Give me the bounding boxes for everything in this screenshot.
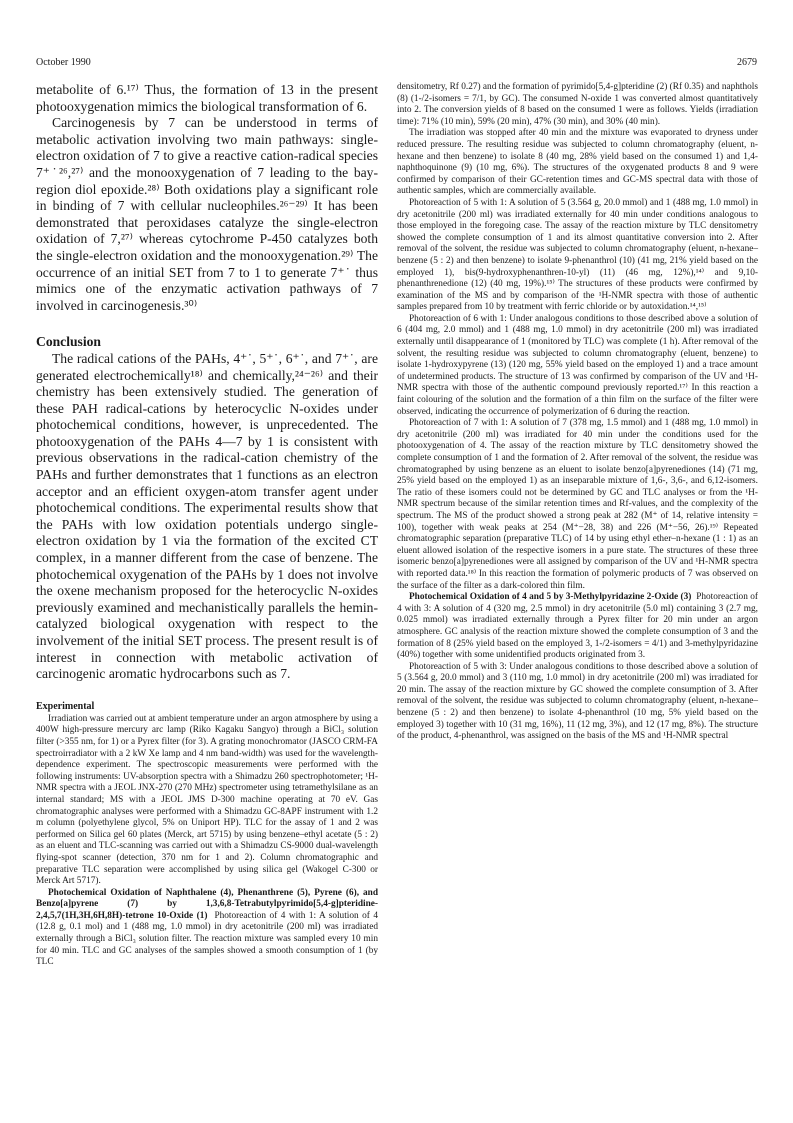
paragraph-conclusion: The radical cations of the PAHs, 4⁺˙, 5⁺˙, 6⁺˙, and 7⁺˙, are generated electrochemically¹⁸⁾ and chemically,²⁴⁻²⁶⁾ and their chemistry has been extensively studied. The generation of these PAH radical-cations by heterocyclic N-oxides under photochemical conditions, however, is unprecedented. The photooxygenation of the PAHs 4—7 by 1 is consistent with previous observations in the radical-cation chemistry of the PAHs and further demonstrates that 1 functions as an electron acceptor and an efficient oxygen-atom transfer agent under photochemical conditions. The experimental results show that the PAHs with low oxidation potentials undergo single-electron oxidation by 1 via the formation of the excited CT complex, in a manner different from the case of benzene. The photochemical oxygenation of the PAHs by 1 does not involve the oxene mechanism proposed for the heterocyclic N-oxides previously examined and mechanistically parallels the hemin-catalyzed biological oxygenation with respect to the involvement of the initial SET process. The present result is of interest in connection with metabolic activation of carcinogenic aromatic hydrocarbons such as 7. [36, 350, 378, 682]
page-number: 2679 [737, 57, 757, 68]
paragraph-photoreaction-5-3: Photoreaction of 5 with 3: Under analogous conditions to those described above a solution of 5 (3.564 g, 20.0 mmol) and 3 (110 mg, 1.0 mmol) in dry acetonitrile (200 ml) was irradiated for 20 min. The assay of the reaction mixture by GC showed the complete consumption of 3. After removal of the solvent, the residue was subjected to column chromatography (eluent, n-hexane–benzene (5 : 2) and then benzene) to isolate 4-phenanthrol (10 mg, 5% yield based on the employed 3) together with 10 (31 mg, 16%), 11 (12 mg, 3%), and 12 (17 mg, 8%). The structure of the product, 4-phenanthrol, was assigned on the basis of the MS and ¹H-NMR spectral [397, 661, 758, 742]
paragraph-photoreaction-6-1: Photoreaction of 6 with 1: Under analogous conditions to those described above a solution of 6 (404 mg, 2.0 mmol) and 1 (488 mg, 1.0 mmol) in dry acetonitrile (200 ml) was irradiated externally until disappearance of 1 (monitored by TLC) was complete (1 h). After removal of the solvent, the resulting residue was subjected to column chromatography (eluent, benzene) to isolate 1-hydroxypyrene (13) (120 mg, 55% yield based on the employed 1) and a trace amount of undetermined products. The structure of 13 was confirmed by comparison of the UV and ¹H-NMR spectra with those of the authentic compound previously reported.¹⁷⁾ In this reaction a faint colouring of the solution and the formation of a thin film on the surface of the filter were observed, indicating the occurrence of polymerization of 6 during the reaction. [397, 313, 758, 417]
paragraph-naphthols: densitometry, Rf 0.27) and the formation of pyrimido[5,4-g]pteridine (2) (Rf 0.35) and naphthols (8) (1-/2-isomers = 7/1, by GC). The consumed N-oxide 1 was converted almost quantitatively into 2. The conversion yields of 8 based on the consumed 1 were as follows. Yields (irradiation time): 71% (10 min), 59% (20 min), 47% (30 min), and 30% (40 min). [397, 82, 758, 127]
paragraph-methylpyridazine [397, 592, 758, 662]
methylpyridazine-text: Photoreaction of 4 with 3: A solution of 4 (320 mg, 2.5 mmol) in dry acetonitrile (5.0 ml) containing 3 (2.7 mg, 0.025 mmol) was irradiated externally through a Pyrex filter for 20 min under an argon atmosphere. GC analysis of the reaction mixture showed the complete consumption of 3 and the formation of 8 (25% yield based on the employed 3, 1-/2-isomers = 4/1) and 3-methylpyridazine (40%) together with some unidentified products originated from 3. [397, 592, 758, 661]
right-column [397, 82, 758, 743]
photochemical-oxidation-text: Photoreaction of 4 with 1: A solution of 4 (12.8 g, 0.1 mol) and 1 (488 mg, 1.0 mmol) in dry acetonitrile (200 ml) was irradiated externally through a BiCl₃ solution filter. The reaction mixture was sampled every 10 min for 40 min. TLC and GC analyses of the samples showed a smooth consumption of 1 (by TLC [36, 910, 378, 968]
page-header [36, 57, 757, 71]
photochemical-oxidation-heading: Photochemical Oxidation of Naphthalene (4), Phenanthrene (5), Pyrene (6), and Benzo[a]pyrene (7) by 1,3,6,8-Tetrabutylpyrimido[5,4-g]pteridine-2,4,5,7(1H,3H,6H,8H)-tetrone 10-Oxide (1) [36, 887, 378, 921]
header-date: October 1990 [36, 57, 91, 68]
paragraph-metabolite: metabolite of 6.¹⁷⁾ Thus, the formation of 13 in the present photooxygenation mimics the biological transformation of 6. [36, 82, 378, 114]
left-column [36, 82, 378, 969]
paragraph-photochemical-oxidation [36, 888, 378, 969]
conclusion-heading: Conclusion [36, 334, 101, 350]
paragraph-experimental: Irradiation was carried out at ambient temperature under an argon atmosphere by using a 400W high-pressure mercury arc lamp (Riko Kagaku Sangyo) through a BiCl₃ solution filter (>355 nm, for 1) or a Pyrex filter (for 3). A grating monochromator (JASCO CRM-FA spectroirradiator with a 2 kW Xe lamp and 4 nm band-width) was used for the wavelength-dependence experiment. The spectroscopic measurements were performed with the following instruments: UV-absorption spectra with a Shimadzu 260 spectrophotometer; ¹H-NMR spectra with a JEOL JNX-270 (270 MHz) spectrometer using tetramethylsilane as an internal standard; MS with a JEOL JMS D-300 machine operating at 70 eV. Gas chromatographic analyses were performed with a Shimadzu GC-8APF instrument with 1.2 m column (polyethylene glycol, 5% on Uniport HP). TLC for the assay of 1 and 2 was performed on Silica gel 60 plates (Merck, art 5715) by using benzene–ethyl acetate (5 : 2) as an eluent and TLC-scanning was carried out with a Shimadzu CS-9000 dual-wavelength flying-spot scanner (detection, 370 nm for 1 and 2). Column chromatographic and preparative TLC separation were accomplished by using silica gel (Wakogel C-300 or Merck Art 5717). [36, 713, 379, 887]
paragraph-photoreaction-7-1: Photoreaction of 7 with 1: A solution of 7 (378 mg, 1.5 mmol) and 1 (488 mg, 1.0 mmol) in dry acetonitrile (200 ml) was irradiated for 40 min under the conditions used for the photooxygenation of 4. The assay of the reaction mixture by TLC densitometry showed the complete consumption of 1 and the formation of 2. After removal of the solvent, the residue was chromatographed by using benzene as an eluent to isolate benzo[a]pyrenediones (14) (71 mg, 25% yield based on the employed 1) as an inseparable mixture of 1,6-, 3,6-, and 6,12-isomers. The ratio of these isomers could not be determined by GC and TLC analyses or from the ¹H-NMR spectrum because of the similar retention times and Rf-values, and the complexity of the spectrum. The MS of the product showed a strong peak at 282 (M⁺ of 14, relative intensity = 100), together with weak peaks at 254 (M⁺−28, 38) and 226 (M⁺−56, 26).¹⁹⁾ Repeated chromatographic separation (preparative TLC) of 14 by using ethyl ether–n-hexane (1 : 1) as an eluent allowed isolation of the respective isomers in a pure state. The structures of these three isomeric benzo[a]pyrenediones were all assigned by comparison of the UV and ¹H-NMR spectra with reported data.¹⁸⁾ In this reaction the formation of polymeric products of 7 was observed on the surface of the filter as a dark-colored thin film. [397, 418, 758, 591]
paragraph-carcinogenesis: Carcinogenesis by 7 can be understood in terms of metabolic activation involving two main pathways: single-electron oxidation of 7 to give a reactive cation-radical species 7⁺˙²⁶,²⁷⁾ and the monooxygenation of 7 leading to the bay-region diol epoxide.²⁸⁾ Both oxidations play a significant role in binding of 7 with cellular nucleophiles.²⁶⁻²⁹⁾ It has been demonstrated that peroxidases catalyze the single-electron oxidation of 7,²⁷⁾ whereas cytochrome P-450 catalyzes both the single-electron oxidation and the monooxygenation.²⁹⁾ The occurrence of an initial SET from 7 to 1 to generate 7⁺˙ thus mimics one of the enzymatic activation pathways of 7 involved in carcinogenesis.³⁰⁾ [36, 115, 378, 313]
experimental-heading: Experimental [36, 700, 95, 712]
methylpyridazine-heading: Photochemical Oxidation of 4 and 5 by 3-Methylpyridazine 2-Oxide (3) [409, 592, 692, 603]
paragraph-photoreaction-5-1: Photoreaction of 5 with 1: A solution of 5 (3.564 g, 20.0 mmol) and 1 (488 mg, 1.0 mmol) in dry acetonitrile (200 ml) was irradiated externally for 40 min under conditions analogous to those employed in the foregoing case. The assay of the reaction mixture by TLC densitometry showed the complete consumption of 1 and its almost quantitative conversion into 2. After removal of the solvent, the residue was subjected to column chromatography (eluent, n-hexane–benzene (5 : 2) and then benzene) to isolate 9-phenanthrol (10) (41 mg, 21% yield based on the employed 1), bis(9-hydroxyphenanthren-10-yl) (11) (46 mg, 12%),¹⁴⁾ and 9,10-phenanthrenedione (12) (40 mg, 19%).¹⁵⁾ The structures of these products were confirmed by examination of the MS and by comparison of the ¹H-NMR spectra with those of authentic samples prepared from 10 by treatment with ferric chloride or by autoxidation.¹⁴,¹⁵⁾ [397, 197, 758, 313]
paragraph-irradiation-stopped: The irradiation was stopped after 40 min and the mixture was evaporated to dryness under reduced pressure. The resulting residue was subjected to column chromatography (eluent, n-hexane and then benzene) to isolate 8 (40 mg, 28% yield based on the consumed 1) and 1,4-naphthoquinone (9) (10 mg, 6%). The structures of the oxygenated products 8 and 9 were confirmed by comparison of their GC-retention times and GC-MS spectral data with those of authentic samples, which are commercially available. [397, 128, 758, 197]
